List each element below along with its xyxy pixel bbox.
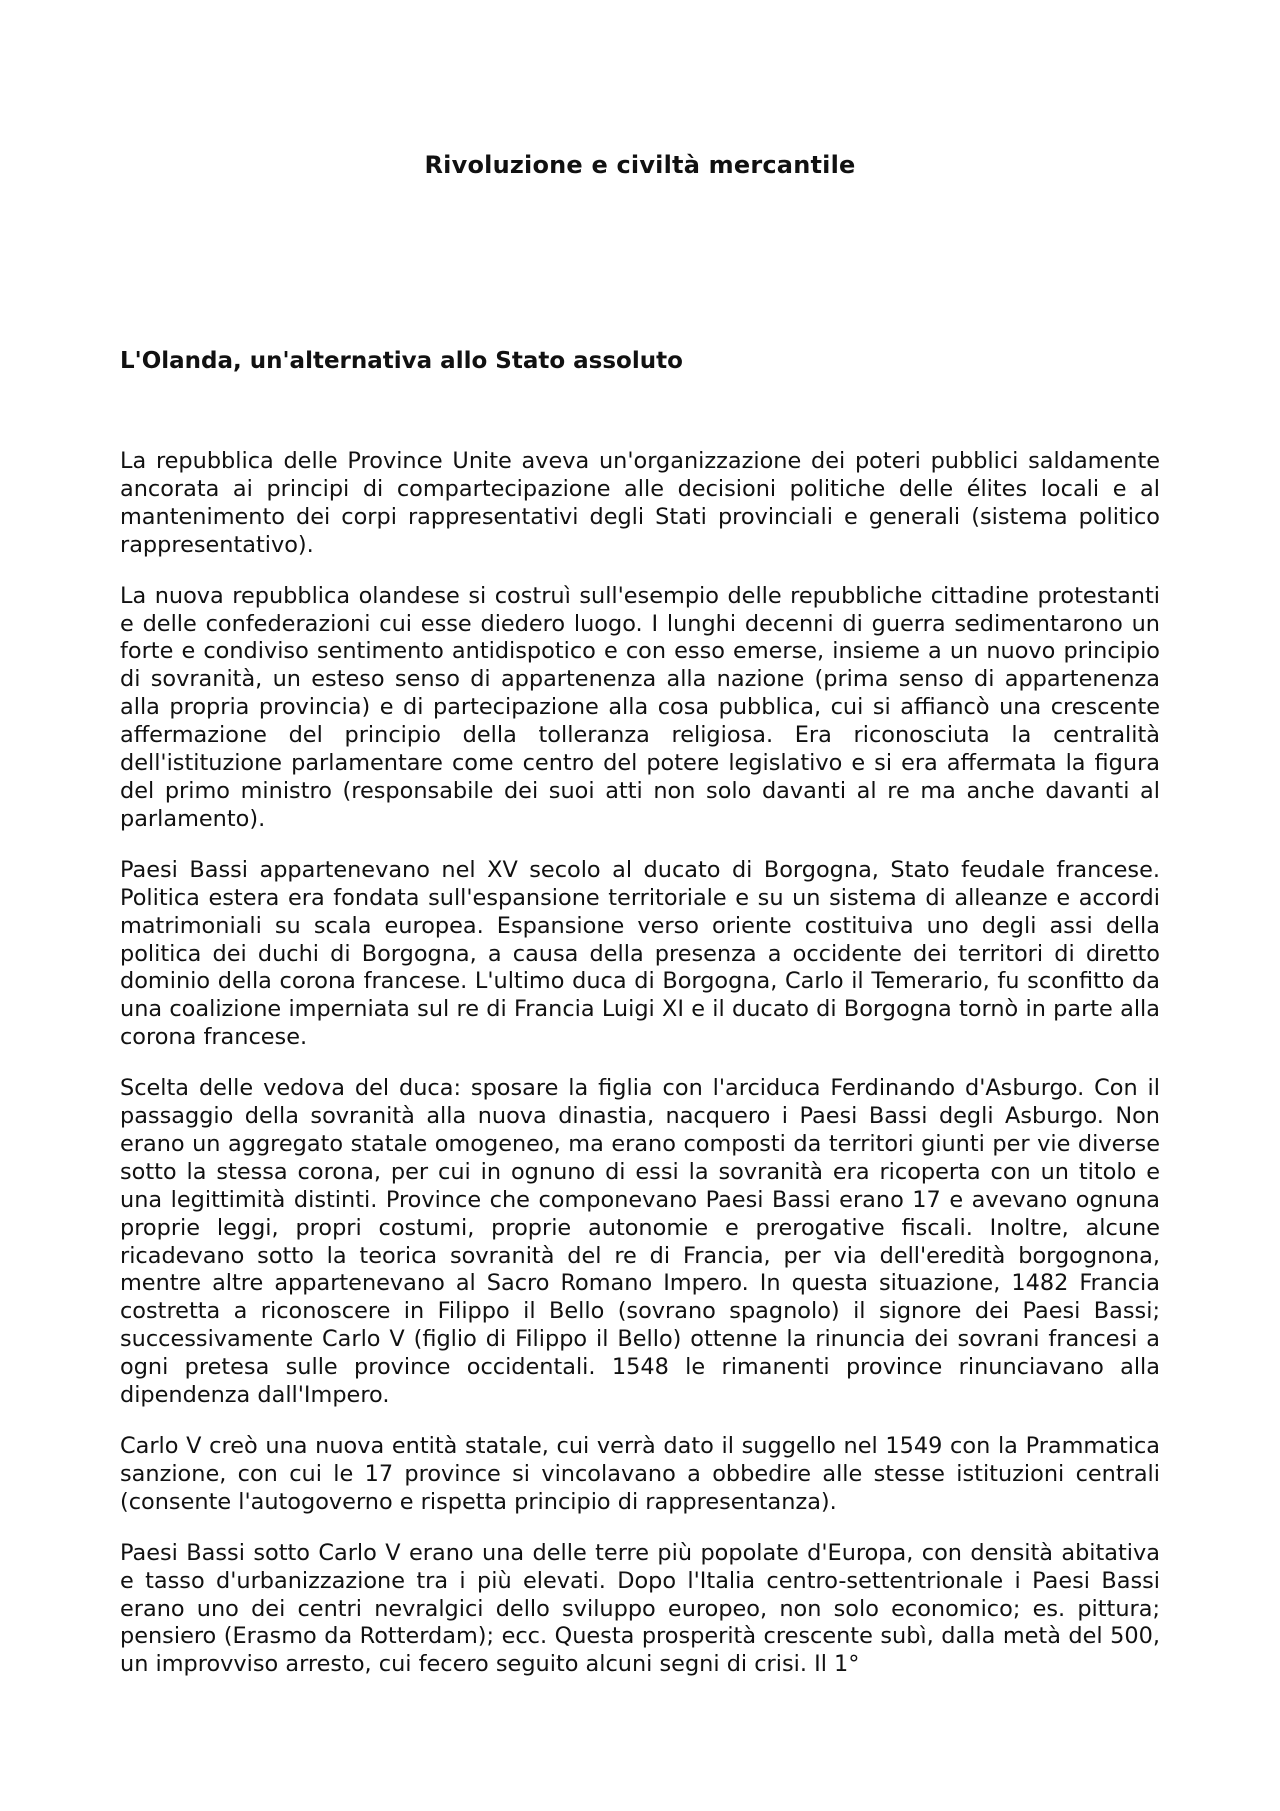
paragraph-6: Paesi Bassi sotto Carlo V erano una delle terre più popolate d'Europa, con densità abitativa e tasso d'urbanizzazione tra i più elevati. Dopo l'Italia centro-settentrionale i Paesi Bassi erano uno dei centri nevralgici dello sviluppo europeo, non solo economico; es. pittura; pensiero (Erasmo da Rotterdam); ecc. Questa prosperità crescente subì, dalla metà del 500, un improvviso arresto, cui fecero seguito alcuni segni di crisi. Il 1° bbox=[120, 1539, 1160, 1678]
paragraph-5: Carlo V creò una nuova entità statale, cui verrà dato il suggello nel 1549 con la Prammatica sanzione, con cui le 17 province si vincolavano a obbedire alle stesse istituzioni centrali (consente l'autogoverno e rispetta principio di rappresentanza). bbox=[120, 1433, 1160, 1515]
paragraph-3: Paesi Bassi appartenevano nel XV secolo al ducato di Borgogna, Stato feudale francese. Politica estera era fondata sull'espansione territoriale e su un sistema di alleanze e accordi matrimoniali su scala europea. Espansione verso oriente costituiva uno degli assi della politica dei duchi di Borgogna, a causa della presenza a occidente dei territori di diretto dominio della corona francese. L'ultimo duca di Borgogna, Carlo il Temerario, fu sconfitto da una coalizione imperniata sul re di Francia Luigi XI e il ducato di Borgogna tornò in parte alla corona francese. bbox=[120, 856, 1160, 1051]
section-heading: L'Olanda, un'alternativa allo Stato assoluto bbox=[120, 348, 683, 374]
document-title: Rivoluzione e civiltà mercantile bbox=[424, 151, 856, 179]
paragraph-4: Scelta delle vedova del duca: sposare la figlia con l'arciduca Ferdinando d'Asburgo. Con il passaggio della sovranità alla nuova dinastia, nacquero i Paesi Bassi degli Asburgo. Non erano un aggregato statale omogeneo, ma erano composti da territori giunti per vie diverse sotto la stessa corona, per cui in ognuno di essi la sovranità era ricoperta con un titolo e una legittimità distinti. Province che componevano Paesi Bassi erano 17 e avevano ognuna proprie leggi, propri costumi, proprie autonomie e prerogative fiscali. Inoltre, alcune ricadevano sotto la teorica sovranità del re di Francia, per via dell'eredità borgognona, mentre altre appartenevano al Sacro Romano Impero. In questa situazione, 1482 Francia costretta a riconoscere in Filippo il Bello (sovrano spagnolo) il signore dei Paesi Bassi; successivamente Carlo V (figlio di Filippo il Bello) ottenne la rinuncia dei sovrani francesi a ogni pretesa sulle province occidentali. 1548 le rimanenti province rinunciavano alla dipendenza dall'Impero. bbox=[120, 1075, 1160, 1409]
paragraph-2: La nuova repubblica olandese si costruì sull'esempio delle repubbliche cittadine protestanti e delle confederazioni cui esse diedero luogo. I lunghi decenni di guerra sedimentarono un forte e condiviso sentimento antidispotico e con esso emerse, insieme a un nuovo principio di sovranità, un esteso senso di appartenenza alla nazione (prima senso di appartenenza alla propria provincia) e di partecipazione alla cosa pubblica, cui si affiancò una crescente affermazione del principio della tolleranza religiosa. Era riconosciuta la centralità dell'istituzione parlamentare come centro del potere legislativo e si era affermata la figura del primo ministro (responsabile dei suoi atti non solo davanti al re ma anche davanti al parlamento). bbox=[120, 582, 1160, 832]
paragraph-1: La repubblica delle Province Unite aveva un'organizzazione dei poteri pubblici saldamente ancorata ai principi di compartecipazione alle decisioni politiche delle élites locali e al mantenimento dei corpi rappresentativi degli Stati provinciali e generali (sistema politico rappresentativo). bbox=[120, 448, 1160, 558]
body-text bbox=[120, 448, 1160, 1702]
